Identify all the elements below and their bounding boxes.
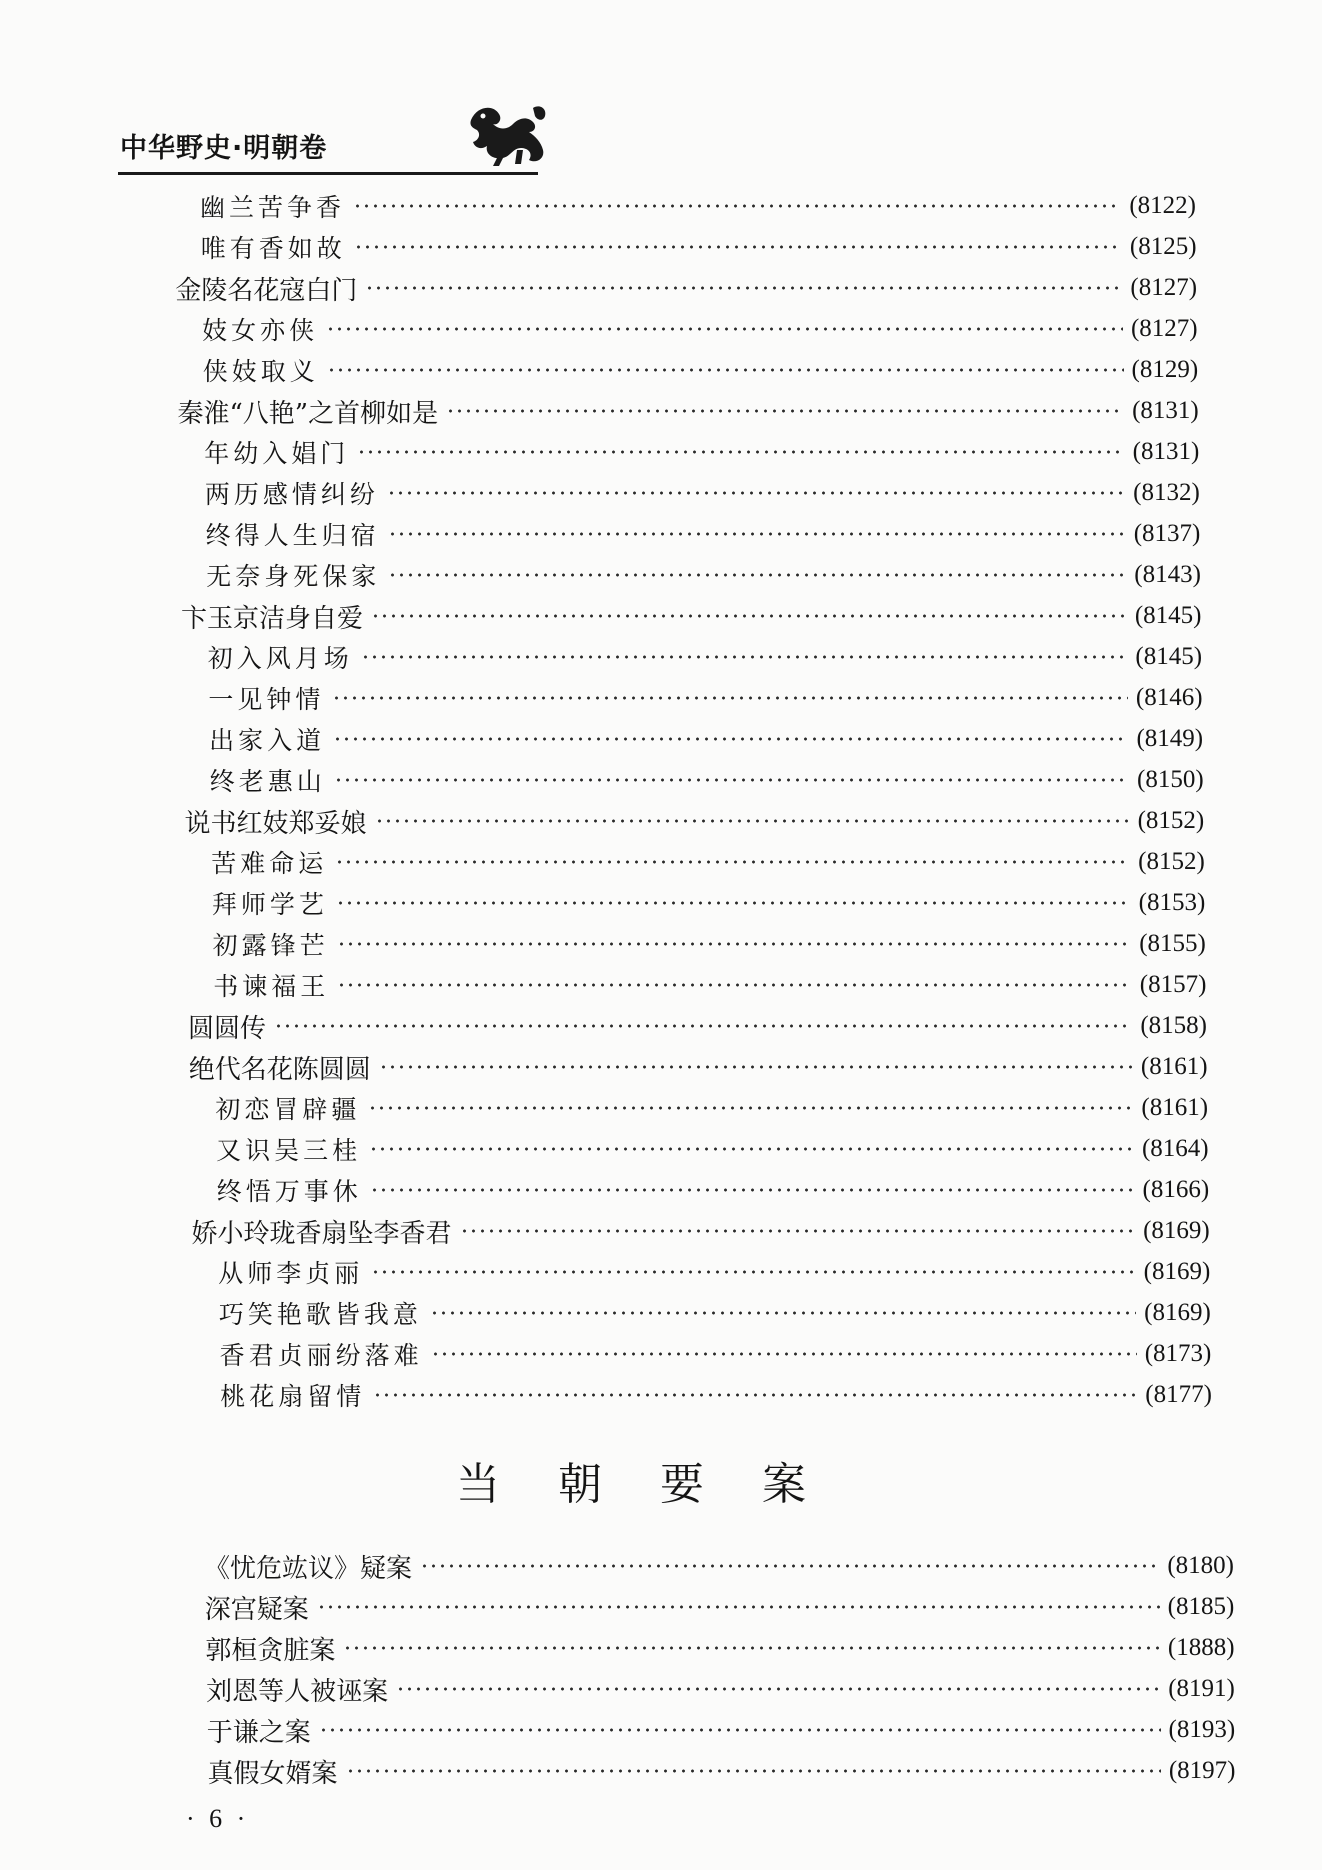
toc-entry[interactable] xyxy=(215,1088,1208,1128)
toc-entry-page: (8146) xyxy=(1135,684,1203,711)
dot-leader xyxy=(387,491,1125,495)
toc-entry-title: 无奈身死保家 xyxy=(206,562,381,591)
toc-entry-title: 刘恩等人被诬案 xyxy=(206,1676,389,1707)
toc-entry-page: (8177) xyxy=(1145,1381,1212,1408)
dot-leader xyxy=(319,1728,1161,1732)
dot-leader xyxy=(420,1564,1159,1568)
toc-entry-page: (8152) xyxy=(1138,848,1205,875)
dot-leader xyxy=(375,819,1130,823)
dot-leader xyxy=(369,1147,1134,1151)
toc-entry-page: (8149) xyxy=(1136,725,1204,752)
toc-entry-page: (8137) xyxy=(1133,520,1201,547)
toc-entry-title: 苦难命运 xyxy=(211,849,328,878)
dot-leader xyxy=(335,860,1130,864)
toc-entry[interactable] xyxy=(220,1334,1212,1374)
toc-entry-title: 桃花扇留情 xyxy=(220,1382,366,1411)
toc-entry-page: (8173) xyxy=(1144,1340,1212,1367)
dragon-emblem-icon xyxy=(463,100,555,168)
toc-entry[interactable] xyxy=(189,1047,1208,1087)
toc-entry-title: 初恋冒辟疆 xyxy=(215,1095,361,1124)
running-header xyxy=(118,100,538,175)
toc-entry-page: (8143) xyxy=(1134,561,1201,588)
toc-entry[interactable] xyxy=(204,1546,1234,1586)
toc-entry-title: 妓女亦侠 xyxy=(202,316,319,345)
dot-leader xyxy=(379,1065,1133,1069)
toc-entry[interactable] xyxy=(213,924,1206,964)
toc-entry[interactable] xyxy=(192,1211,1210,1251)
dot-leader xyxy=(354,245,1122,249)
toc-entry-title: 深宫疑案 xyxy=(204,1594,309,1625)
toc-entry-page: (8145) xyxy=(1135,643,1203,670)
dot-leader xyxy=(353,204,1121,208)
toc-entry[interactable] xyxy=(205,473,1200,513)
dot-leader xyxy=(396,1687,1160,1691)
toc-entry[interactable] xyxy=(212,883,1205,923)
dot-leader xyxy=(388,573,1126,577)
toc-entry-page: (8180) xyxy=(1167,1552,1234,1579)
dot-leader xyxy=(365,286,1122,290)
toc-entry-page: (8153) xyxy=(1138,889,1206,916)
toc-entry[interactable] xyxy=(208,678,1202,718)
dot-leader xyxy=(337,942,1132,946)
toc-entry-title: 郭桓贪脏案 xyxy=(205,1635,336,1666)
toc-entry-title: 于谦之案 xyxy=(206,1717,311,1748)
toc-entry[interactable] xyxy=(218,1252,1210,1292)
toc-entry-title: 终悟万事休 xyxy=(216,1177,362,1206)
toc-entry-title: 幽兰苦争香 xyxy=(200,193,346,222)
toc-entry-title: 拜师学艺 xyxy=(211,890,328,919)
toc-entry-title: 年幼入娼门 xyxy=(204,439,350,468)
toc-entry[interactable] xyxy=(208,637,1202,677)
toc-entry[interactable] xyxy=(200,186,1196,226)
toc-entry[interactable] xyxy=(206,1669,1235,1709)
dot-leader xyxy=(332,696,1128,700)
toc-entry-page: (8161) xyxy=(1140,1053,1208,1080)
toc-entry[interactable] xyxy=(216,1129,1209,1169)
dot-leader xyxy=(460,1229,1136,1233)
toc-entry-title: 唯有香如故 xyxy=(200,234,346,263)
dot-leader xyxy=(368,1106,1133,1110)
toc-entry-page: (8164) xyxy=(1141,1135,1209,1162)
toc-entry-page: (8131) xyxy=(1132,438,1200,465)
toc-entry[interactable] xyxy=(201,227,1197,267)
toc-entry-title: 《忧危竑议》疑案 xyxy=(204,1553,413,1584)
header-title: 中华野史·明朝卷 xyxy=(120,133,328,164)
dot-leader xyxy=(430,1311,1136,1315)
toc-entry-page: (8145) xyxy=(1134,602,1202,629)
toc-entry-title: 真假女婿案 xyxy=(207,1758,338,1789)
toc-entry-page: (8152) xyxy=(1137,807,1205,834)
toc-entry[interactable] xyxy=(217,1170,1209,1210)
dot-leader xyxy=(336,901,1131,905)
toc-entry-page: (8132) xyxy=(1133,479,1200,506)
section-title: 当朝要案 xyxy=(456,1459,864,1510)
dot-leader xyxy=(373,1393,1137,1397)
toc-entry[interactable] xyxy=(188,1006,1207,1046)
toc-entry-page: (8197) xyxy=(1168,1757,1236,1784)
toc-entry-title: 绝代名花陈圆圆 xyxy=(188,1054,371,1085)
page-number: · 6 · xyxy=(186,1804,250,1833)
toc-entry[interactable] xyxy=(209,719,1203,759)
toc-entry[interactable] xyxy=(206,555,1201,595)
toc-entry[interactable] xyxy=(181,596,1202,636)
toc-entry[interactable] xyxy=(178,391,1199,431)
toc-entry-page: (8193) xyxy=(1168,1716,1236,1743)
toc-entry-page: (8169) xyxy=(1143,1217,1210,1244)
toc-entry[interactable] xyxy=(210,760,1204,800)
toc-entry-title: 终老惠山 xyxy=(209,767,326,796)
toc-entry[interactable] xyxy=(207,1710,1235,1750)
dot-leader xyxy=(371,1270,1135,1274)
dot-leader xyxy=(327,368,1124,372)
toc-entry-title: 香君贞丽纷落难 xyxy=(219,1341,423,1370)
toc-entry[interactable] xyxy=(219,1293,1211,1333)
toc-entry-page: (8166) xyxy=(1142,1176,1210,1203)
toc-entry-title: 金陵名花寇白门 xyxy=(175,275,358,306)
toc-entry-title: 初露锋芒 xyxy=(212,931,329,960)
toc-entry-page: (8127) xyxy=(1130,274,1198,301)
toc-entry-page: (8161) xyxy=(1141,1094,1209,1121)
toc-entry-title: 娇小玲珑香扇坠李香君 xyxy=(191,1218,452,1249)
toc-entry-page: (8129) xyxy=(1131,356,1199,383)
toc-entry[interactable] xyxy=(203,350,1198,390)
dot-leader xyxy=(361,655,1128,659)
toc-entry[interactable] xyxy=(206,514,1201,554)
dot-leader xyxy=(371,614,1127,618)
toc-entry[interactable] xyxy=(220,1375,1212,1415)
dot-leader xyxy=(326,327,1123,331)
toc-entry-title: 圆圆传 xyxy=(188,1013,267,1044)
toc-entry-title: 又识吴三桂 xyxy=(216,1136,362,1165)
dot-leader xyxy=(370,1188,1135,1192)
dot-leader xyxy=(388,532,1126,536)
toc-entry-page: (8155) xyxy=(1139,930,1206,957)
toc-entry-title: 秦淮“八艳”之首柳如是 xyxy=(177,398,439,429)
dot-leader xyxy=(317,1605,1160,1609)
toc-entry[interactable] xyxy=(204,432,1199,472)
toc-entry-page: (8158) xyxy=(1140,1012,1207,1039)
toc-entry-page: (8157) xyxy=(1139,971,1207,998)
toc-entry[interactable] xyxy=(185,801,1205,841)
toc-entry-title: 巧笑艳歌皆我意 xyxy=(218,1300,422,1329)
toc-entry-title: 终得人生归宿 xyxy=(205,521,380,550)
toc-entry-title: 书谏福王 xyxy=(213,972,330,1001)
toc-entry[interactable] xyxy=(213,965,1206,1005)
dot-leader xyxy=(333,737,1128,741)
toc-entry-title: 侠妓取义 xyxy=(202,357,319,386)
toc-entry[interactable] xyxy=(208,1751,1236,1791)
toc-entry-page: (8131) xyxy=(1132,397,1199,424)
toc-entry-title: 初入风月场 xyxy=(207,644,353,673)
toc-entry-page: (8122) xyxy=(1129,192,1196,219)
toc-entry[interactable] xyxy=(175,268,1197,308)
toc-entry-page: (8169) xyxy=(1143,1258,1211,1285)
toc-entry-title: 从师李贞丽 xyxy=(218,1259,364,1288)
dot-leader xyxy=(431,1352,1137,1356)
toc-entry-page: (8125) xyxy=(1129,233,1197,260)
dot-leader xyxy=(346,1769,1161,1773)
toc-entry-page: (8191) xyxy=(1168,1675,1235,1702)
dot-leader xyxy=(446,409,1124,413)
toc-entry-title: 出家入道 xyxy=(209,726,326,755)
toc-entry[interactable] xyxy=(205,1628,1234,1668)
toc-entry[interactable] xyxy=(211,842,1205,882)
toc-entry-page: (8169) xyxy=(1144,1299,1211,1326)
dot-leader xyxy=(334,778,1129,782)
toc-entry-page: (8150) xyxy=(1137,766,1204,793)
toc-entry-page: (1888) xyxy=(1167,1634,1235,1661)
toc-entry-title: 一见钟情 xyxy=(208,685,325,714)
toc-entry-title: 两历感情纠纷 xyxy=(204,480,379,509)
toc-entry-page: (8185) xyxy=(1167,1593,1235,1620)
dot-leader xyxy=(357,450,1124,454)
toc-entry[interactable] xyxy=(202,309,1198,349)
dot-leader xyxy=(343,1646,1160,1650)
toc-entry[interactable] xyxy=(205,1587,1235,1627)
toc-entry-page: (8127) xyxy=(1130,315,1198,342)
dot-leader xyxy=(337,983,1131,987)
dot-leader xyxy=(274,1024,1132,1028)
toc-entry-title: 卞玉京洁身自爱 xyxy=(181,603,364,634)
toc-entry-title: 说书红妓郑妥娘 xyxy=(184,808,367,839)
